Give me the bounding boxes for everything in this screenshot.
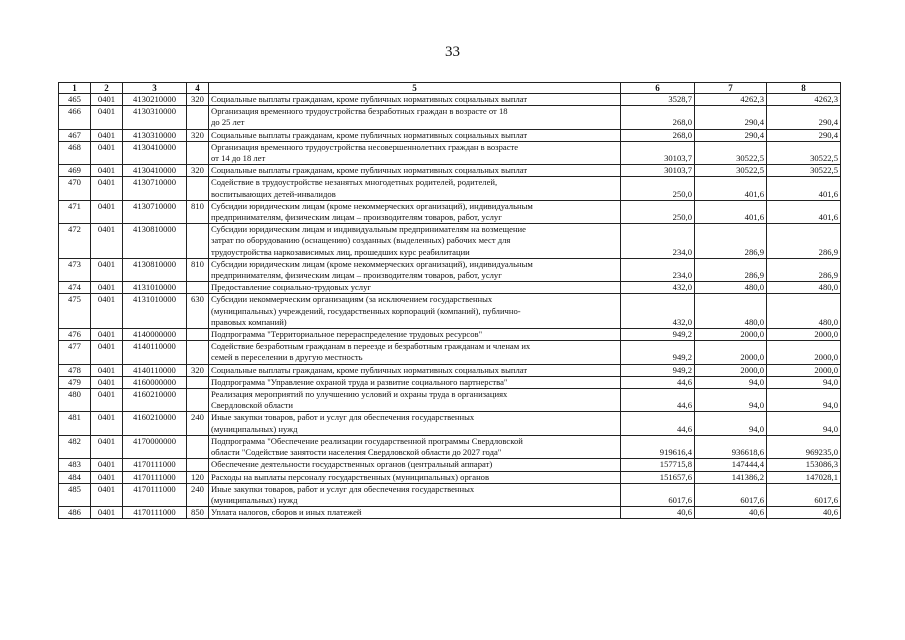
name-line: Субсидии юридическим лицам (кроме некоммерческих организаций), индивидуальным <box>211 200 533 211</box>
expense-type-cell <box>187 329 209 341</box>
row-number-cell: 472 <box>59 224 91 259</box>
expense-type-cell <box>187 282 209 294</box>
amount-col6-cell: 151657,6 <box>621 471 695 483</box>
target-article-cell: 4130710000 <box>123 177 187 200</box>
amount-col8-cell: 94,0 <box>767 376 841 388</box>
section-code-cell: 0401 <box>91 129 123 141</box>
section-code-cell: 0401 <box>91 459 123 471</box>
amount-col7-cell: 94,0 <box>695 389 767 412</box>
table-row <box>59 165 841 177</box>
target-article-cell: 4140000000 <box>123 329 187 341</box>
target-article-cell: 4160210000 <box>123 389 187 412</box>
section-code-cell: 0401 <box>91 435 123 458</box>
target-article-cell: 4130710000 <box>123 200 187 223</box>
expense-type-cell: 810 <box>187 200 209 223</box>
expense-type-cell: 320 <box>187 165 209 177</box>
amount-col8-cell: 2000,0 <box>767 341 841 364</box>
name-cell <box>209 483 621 506</box>
table-row <box>59 94 841 106</box>
name-line: Субсидии юридическим лицам и индивидуальным предпринимателям на возмещение <box>211 224 526 235</box>
amount-col6-cell: 432,0 <box>621 282 695 294</box>
amount-col7-cell: 286,9 <box>695 258 767 281</box>
target-article-cell: 4130410000 <box>123 165 187 177</box>
row-number-cell: 469 <box>59 165 91 177</box>
expense-type-cell: 850 <box>187 507 209 519</box>
target-article-cell: 4170111000 <box>123 483 187 506</box>
amount-col8-cell: 480,0 <box>767 282 841 294</box>
amount-col8-cell: 40,6 <box>767 507 841 519</box>
name-cell <box>209 258 621 281</box>
row-number-cell: 470 <box>59 177 91 200</box>
name-cell <box>209 141 621 164</box>
name-cell <box>209 106 621 129</box>
name-line: Подпрограмма "Управление охраной труда и развитие социального партнерства" <box>211 376 508 387</box>
amount-col6-cell: 250,0 <box>621 177 695 200</box>
name-cell <box>209 341 621 364</box>
name-line: Обеспечение деятельности государственных органов (центральный аппарат) <box>211 459 493 470</box>
row-number-cell: 466 <box>59 106 91 129</box>
amount-col8-cell: 147028,1 <box>767 471 841 483</box>
section-code-cell: 0401 <box>91 329 123 341</box>
name-line: Реализация мероприятий по улучшению условий и охраны труда в организациях <box>211 389 508 400</box>
target-article-cell: 4170000000 <box>123 435 187 458</box>
table-row <box>59 364 841 376</box>
table-row <box>59 129 841 141</box>
row-number-cell: 480 <box>59 389 91 412</box>
name-line: предпринимателям, физическим лицам – производителям товаров, работ, услуг <box>211 270 502 281</box>
target-article-cell: 4131010000 <box>123 282 187 294</box>
expense-type-cell <box>187 106 209 129</box>
amount-col7-cell: 30522,5 <box>695 141 767 164</box>
amount-col6-cell: 949,2 <box>621 329 695 341</box>
amount-col8-cell: 30522,5 <box>767 141 841 164</box>
name-cell <box>209 376 621 388</box>
name-cell <box>209 129 621 141</box>
amount-col8-cell: 2000,0 <box>767 329 841 341</box>
section-code-cell: 0401 <box>91 341 123 364</box>
amount-col7-cell: 4262,3 <box>695 94 767 106</box>
amount-col7-cell: 290,4 <box>695 106 767 129</box>
table-row <box>59 329 841 341</box>
row-number-cell: 474 <box>59 282 91 294</box>
amount-col7-cell: 480,0 <box>695 282 767 294</box>
name-line: Социальные выплаты гражданам, кроме публичных нормативных социальных выплат <box>211 129 528 140</box>
name-cell <box>209 471 621 483</box>
row-number-cell: 475 <box>59 294 91 329</box>
table-row <box>59 459 841 471</box>
page-number: 33 <box>445 44 460 60</box>
name-line: предпринимателям, физическим лицам – производителям товаров, работ, услуг <box>211 212 502 223</box>
target-article-cell: 4131010000 <box>123 294 187 329</box>
amount-col6-cell: 268,0 <box>621 129 695 141</box>
table-row <box>59 483 841 506</box>
name-line: Иные закупки товаров, работ и услуг для обеспечения государственных <box>211 483 475 494</box>
amount-col8-cell: 286,9 <box>767 258 841 281</box>
name-line: правовых компаний) <box>211 316 287 327</box>
amount-col8-cell: 94,0 <box>767 389 841 412</box>
amount-col7-cell: 2000,0 <box>695 329 767 341</box>
row-number-cell: 476 <box>59 329 91 341</box>
table-row <box>59 389 841 412</box>
name-line: области "Содействие занятости населения Свердловской области до 2027 года" <box>211 447 502 458</box>
name-line: Уплата налогов, сборов и иных платежей <box>211 507 362 518</box>
name-cell <box>209 329 621 341</box>
row-number-cell: 477 <box>59 341 91 364</box>
name-line: Социальные выплаты гражданам, кроме публичных нормативных социальных выплат <box>211 364 528 375</box>
table-row <box>59 200 841 223</box>
section-code-cell: 0401 <box>91 389 123 412</box>
amount-col7-cell: 936618,6 <box>695 435 767 458</box>
target-article-cell: 4140110000 <box>123 341 187 364</box>
section-code-cell: 0401 <box>91 507 123 519</box>
expense-type-cell: 320 <box>187 94 209 106</box>
table-row <box>59 141 841 164</box>
section-code-cell: 0401 <box>91 364 123 376</box>
section-code-cell: 0401 <box>91 177 123 200</box>
table-row <box>59 258 841 281</box>
amount-col7-cell: 6017,6 <box>695 483 767 506</box>
amount-col6-cell: 30103,7 <box>621 141 695 164</box>
amount-col6-cell: 432,0 <box>621 294 695 329</box>
amount-col7-cell: 286,9 <box>695 224 767 259</box>
name-line: Свердловской области <box>211 400 294 411</box>
section-code-cell: 0401 <box>91 412 123 435</box>
header-cell-4: 4 <box>187 83 209 94</box>
amount-col6-cell: 919616,4 <box>621 435 695 458</box>
section-code-cell: 0401 <box>91 200 123 223</box>
row-number-cell: 485 <box>59 483 91 506</box>
section-code-cell: 0401 <box>91 165 123 177</box>
name-line: Социальные выплаты гражданам, кроме публичных нормативных социальных выплат <box>211 94 528 104</box>
section-code-cell: 0401 <box>91 471 123 483</box>
expense-type-cell <box>187 389 209 412</box>
row-number-cell: 484 <box>59 471 91 483</box>
amount-col7-cell: 401,6 <box>695 200 767 223</box>
table-row <box>59 282 841 294</box>
amount-col7-cell: 94,0 <box>695 412 767 435</box>
expense-type-cell: 810 <box>187 258 209 281</box>
target-article-cell: 4170111000 <box>123 507 187 519</box>
target-article-cell: 4130310000 <box>123 129 187 141</box>
name-line: Субсидии некоммерческим организациям (за исключением государственных <box>211 294 493 305</box>
name-cell <box>209 224 621 259</box>
amount-col8-cell: 290,4 <box>767 106 841 129</box>
name-cell <box>209 165 621 177</box>
expense-type-cell <box>187 341 209 364</box>
target-article-cell: 4130810000 <box>123 224 187 259</box>
header-cell-6: 6 <box>621 83 695 94</box>
amount-col8-cell: 969235,0 <box>767 435 841 458</box>
header-cell-2: 2 <box>91 83 123 94</box>
expense-type-cell: 320 <box>187 129 209 141</box>
expense-type-cell: 630 <box>187 294 209 329</box>
amount-col7-cell: 401,6 <box>695 177 767 200</box>
amount-col8-cell: 401,6 <box>767 200 841 223</box>
amount-col6-cell: 40,6 <box>621 507 695 519</box>
table-row <box>59 106 841 129</box>
expense-type-cell <box>187 177 209 200</box>
expense-type-cell <box>187 141 209 164</box>
amount-col6-cell: 268,0 <box>621 106 695 129</box>
target-article-cell: 4160000000 <box>123 376 187 388</box>
name-line: Социальные выплаты гражданам, кроме публичных нормативных социальных выплат <box>211 165 528 176</box>
amount-col6-cell: 949,2 <box>621 341 695 364</box>
row-number-cell: 471 <box>59 200 91 223</box>
name-line: Субсидии юридическим лицам (кроме некоммерческих организаций), индивидуальным <box>211 258 533 269</box>
name-line: Расходы на выплаты персоналу государственных (муниципальных) органов <box>211 471 490 482</box>
name-line: Содействие безработным гражданам в переезде и безработным гражданам и членам их <box>211 341 531 352</box>
section-code-cell: 0401 <box>91 258 123 281</box>
amount-col6-cell: 949,2 <box>621 364 695 376</box>
section-code-cell: 0401 <box>91 294 123 329</box>
amount-col6-cell: 234,0 <box>621 258 695 281</box>
table-row <box>59 507 841 519</box>
target-article-cell: 4160210000 <box>123 412 187 435</box>
name-cell <box>209 177 621 200</box>
amount-col6-cell: 6017,6 <box>621 483 695 506</box>
row-number-cell: 473 <box>59 258 91 281</box>
section-code-cell: 0401 <box>91 141 123 164</box>
table-row <box>59 341 841 364</box>
target-article-cell: 4130410000 <box>123 141 187 164</box>
name-line: (муниципальных) нужд <box>211 423 298 434</box>
name-line: Содействие в трудоустройстве незанятых многодетных родителей, родителей, <box>211 177 498 188</box>
amount-col6-cell: 234,0 <box>621 224 695 259</box>
budget-table <box>58 82 841 519</box>
amount-col8-cell: 30522,5 <box>767 165 841 177</box>
name-cell <box>209 200 621 223</box>
section-code-cell: 0401 <box>91 282 123 294</box>
amount-col6-cell: 44,6 <box>621 389 695 412</box>
name-line: трудоустройства наркозависимых лиц, прошедших курс реабилитации <box>211 246 470 257</box>
name-cell <box>209 412 621 435</box>
name-line: до 25 лет <box>211 117 245 128</box>
header-cell-1: 1 <box>59 83 91 94</box>
section-code-cell: 0401 <box>91 94 123 106</box>
header-cell-8: 8 <box>767 83 841 94</box>
target-article-cell: 4140110000 <box>123 364 187 376</box>
name-cell <box>209 282 621 294</box>
name-cell <box>209 294 621 329</box>
table-row <box>59 471 841 483</box>
amount-col8-cell: 153086,3 <box>767 459 841 471</box>
amount-col8-cell: 290,4 <box>767 129 841 141</box>
row-number-cell: 481 <box>59 412 91 435</box>
amount-col7-cell: 2000,0 <box>695 364 767 376</box>
name-line: Организация временного трудоустройства безработных граждан в возрасте от 18 <box>211 106 508 117</box>
name-cell <box>209 364 621 376</box>
expense-type-cell <box>187 435 209 458</box>
expense-type-cell <box>187 459 209 471</box>
row-number-cell: 468 <box>59 141 91 164</box>
name-line: Подпрограмма "Территориальное перераспределение трудовых ресурсов" <box>211 329 483 340</box>
name-line: семей в переселении в другую местность <box>211 352 363 363</box>
amount-col6-cell: 44,6 <box>621 376 695 388</box>
target-article-cell: 4130810000 <box>123 258 187 281</box>
row-number-cell: 482 <box>59 435 91 458</box>
table-body <box>59 94 841 519</box>
expense-type-cell: 240 <box>187 412 209 435</box>
header-cell-3: 3 <box>123 83 187 94</box>
amount-col7-cell: 141386,2 <box>695 471 767 483</box>
name-line: от 14 до 18 лет <box>211 153 266 164</box>
table-row <box>59 224 841 259</box>
row-number-cell: 478 <box>59 364 91 376</box>
section-code-cell: 0401 <box>91 483 123 506</box>
expense-type-cell <box>187 376 209 388</box>
table-row <box>59 435 841 458</box>
amount-col7-cell: 147444,4 <box>695 459 767 471</box>
amount-col6-cell: 3528,7 <box>621 94 695 106</box>
amount-col8-cell: 2000,0 <box>767 364 841 376</box>
row-number-cell: 467 <box>59 129 91 141</box>
row-number-cell: 486 <box>59 507 91 519</box>
header-cell-5: 5 <box>209 83 621 94</box>
expense-type-cell <box>187 224 209 259</box>
name-cell <box>209 459 621 471</box>
amount-col7-cell: 2000,0 <box>695 341 767 364</box>
table-row <box>59 376 841 388</box>
amount-col8-cell: 94,0 <box>767 412 841 435</box>
table-row <box>59 412 841 435</box>
target-article-cell: 4130210000 <box>123 94 187 106</box>
expense-type-cell: 240 <box>187 483 209 506</box>
amount-col7-cell: 290,4 <box>695 129 767 141</box>
amount-col6-cell: 250,0 <box>621 200 695 223</box>
section-code-cell: 0401 <box>91 106 123 129</box>
section-code-cell: 0401 <box>91 376 123 388</box>
amount-col7-cell: 94,0 <box>695 376 767 388</box>
target-article-cell: 4170111000 <box>123 471 187 483</box>
table-row <box>59 294 841 329</box>
amount-col7-cell: 30522,5 <box>695 165 767 177</box>
name-cell <box>209 507 621 519</box>
amount-col6-cell: 30103,7 <box>621 165 695 177</box>
table-header-row <box>59 83 841 94</box>
name-cell <box>209 435 621 458</box>
amount-col8-cell: 286,9 <box>767 224 841 259</box>
name-line: (муниципальных) учреждений, государственных корпораций (компаний), публично- <box>211 305 521 316</box>
name-cell <box>209 94 621 106</box>
name-line: затрат по оборудованию (оснащению) созданных (выделенных) рабочих мест для <box>211 235 511 246</box>
header-cell-7: 7 <box>695 83 767 94</box>
target-article-cell: 4130310000 <box>123 106 187 129</box>
expense-type-cell: 320 <box>187 364 209 376</box>
section-code-cell: 0401 <box>91 224 123 259</box>
name-line: Организация временного трудоустройства несовершеннолетних граждан в возрасте <box>211 141 519 152</box>
amount-col8-cell: 4262,3 <box>767 94 841 106</box>
name-line: Иные закупки товаров, работ и услуг для обеспечения государственных <box>211 412 475 423</box>
amount-col6-cell: 157715,8 <box>621 459 695 471</box>
amount-col8-cell: 401,6 <box>767 177 841 200</box>
amount-col8-cell: 480,0 <box>767 294 841 329</box>
amount-col7-cell: 480,0 <box>695 294 767 329</box>
name-line: Подпрограмма "Обеспечение реализации государственной программы Свердловской <box>211 435 523 446</box>
amount-col6-cell: 44,6 <box>621 412 695 435</box>
amount-col7-cell: 40,6 <box>695 507 767 519</box>
row-number-cell: 465 <box>59 94 91 106</box>
target-article-cell: 4170111000 <box>123 459 187 471</box>
row-number-cell: 479 <box>59 376 91 388</box>
amount-col8-cell: 6017,6 <box>767 483 841 506</box>
row-number-cell: 483 <box>59 459 91 471</box>
name-line: воспитывающих детей-инвалидов <box>211 188 336 199</box>
name-line: (муниципальных) нужд <box>211 494 298 505</box>
table-row <box>59 177 841 200</box>
name-line: Предоставление социально-трудовых услуг <box>211 282 371 293</box>
expense-type-cell: 120 <box>187 471 209 483</box>
name-cell <box>209 389 621 412</box>
